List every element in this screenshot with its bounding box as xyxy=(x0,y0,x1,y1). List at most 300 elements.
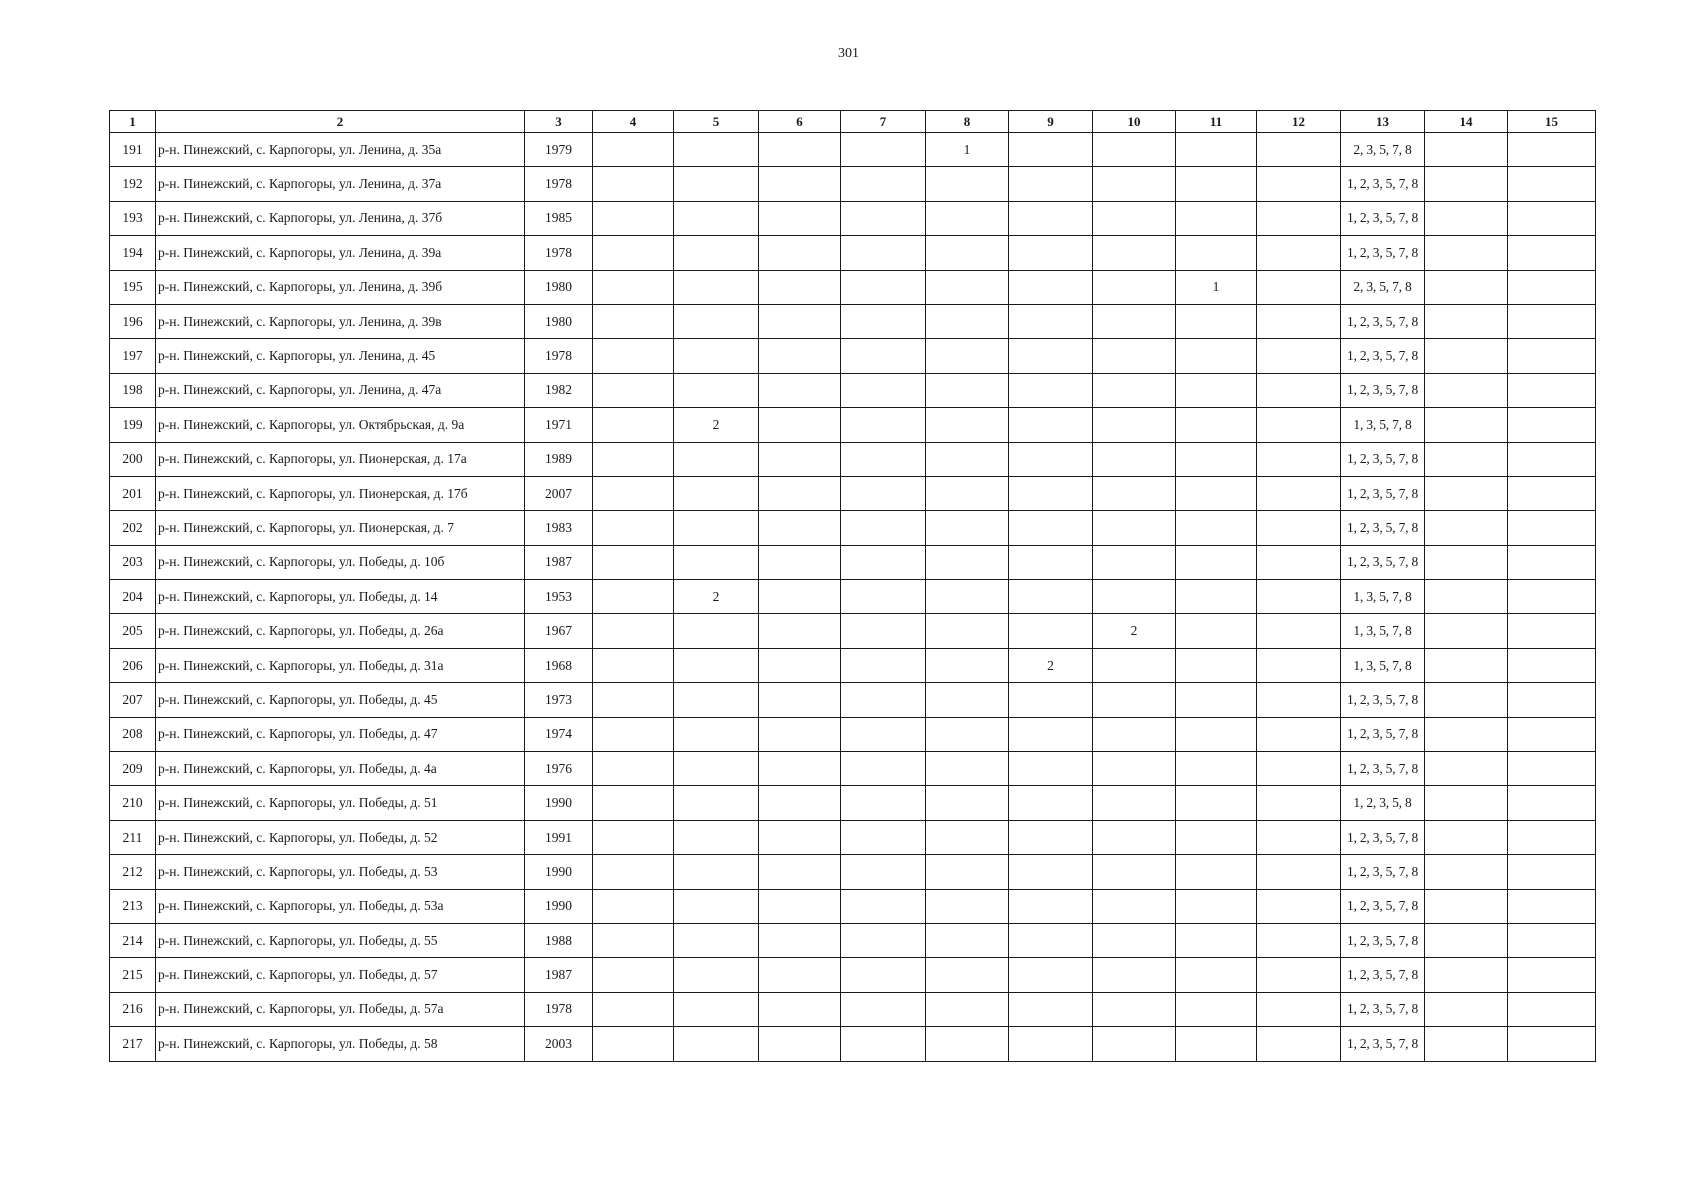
table-cell-col-10 xyxy=(1093,580,1176,614)
table-cell-col-14 xyxy=(1425,408,1508,442)
table-cell-col-13: 1, 2, 3, 5, 7, 8 xyxy=(1341,992,1425,1026)
table-row xyxy=(110,683,1596,717)
table-cell-col-2: р-н. Пинежский, с. Карпогоры, ул. Победы, д. 58 xyxy=(156,1027,525,1061)
column-header-10: 10 xyxy=(1093,111,1176,133)
table-cell-col-8: 1 xyxy=(926,133,1009,167)
table-cell-col-1: 199 xyxy=(110,408,156,442)
table-cell-col-2: р-н. Пинежский, с. Карпогоры, ул. Победы, д. 53а xyxy=(156,889,525,923)
table-cell-col-12 xyxy=(1257,855,1341,889)
table-cell-col-4 xyxy=(593,923,674,957)
table-cell-col-11 xyxy=(1176,752,1257,786)
table-cell-col-2: р-н. Пинежский, с. Карпогоры, ул. Победы, д. 14 xyxy=(156,580,525,614)
table-cell-col-9 xyxy=(1009,373,1093,407)
table-row xyxy=(110,408,1596,442)
table-cell-col-1: 209 xyxy=(110,752,156,786)
table-row xyxy=(110,511,1596,545)
table-cell-col-2: р-н. Пинежский, с. Карпогоры, ул. Победы, д. 47 xyxy=(156,717,525,751)
table-row xyxy=(110,545,1596,579)
column-header-15: 15 xyxy=(1508,111,1596,133)
table-cell-col-5 xyxy=(674,373,759,407)
table-cell-col-1: 202 xyxy=(110,511,156,545)
table-cell-col-11 xyxy=(1176,339,1257,373)
table-cell-col-15 xyxy=(1508,339,1596,373)
table-cell-col-4 xyxy=(593,683,674,717)
table-cell-col-8 xyxy=(926,752,1009,786)
table-cell-col-7 xyxy=(841,855,926,889)
table-cell-col-10 xyxy=(1093,992,1176,1026)
table-cell-col-14 xyxy=(1425,855,1508,889)
table-cell-col-1: 206 xyxy=(110,648,156,682)
table-cell-col-15 xyxy=(1508,820,1596,854)
table-cell-col-3: 1973 xyxy=(525,683,593,717)
table-cell-col-7 xyxy=(841,133,926,167)
table-cell-col-9 xyxy=(1009,442,1093,476)
table-cell-col-8 xyxy=(926,648,1009,682)
table-cell-col-4 xyxy=(593,648,674,682)
table-cell-col-11 xyxy=(1176,511,1257,545)
table-cell-col-1: 200 xyxy=(110,442,156,476)
table-cell-col-4 xyxy=(593,820,674,854)
table-cell-col-5 xyxy=(674,752,759,786)
table-cell-col-14 xyxy=(1425,167,1508,201)
table-cell-col-15 xyxy=(1508,889,1596,923)
table-cell-col-9 xyxy=(1009,270,1093,304)
table-cell-col-8 xyxy=(926,442,1009,476)
table-cell-col-2: р-н. Пинежский, с. Карпогоры, ул. Победы, д. 31а xyxy=(156,648,525,682)
table-cell-col-4 xyxy=(593,752,674,786)
table-cell-col-1: 210 xyxy=(110,786,156,820)
table-cell-col-12 xyxy=(1257,614,1341,648)
table-cell-col-1: 194 xyxy=(110,236,156,270)
table-cell-col-6 xyxy=(759,923,841,957)
table-cell-col-1: 197 xyxy=(110,339,156,373)
table-cell-col-15 xyxy=(1508,683,1596,717)
table-cell-col-8 xyxy=(926,923,1009,957)
table-cell-col-14 xyxy=(1425,820,1508,854)
table-cell-col-2: р-н. Пинежский, с. Карпогоры, ул. Победы, д. 55 xyxy=(156,923,525,957)
table-cell-col-12 xyxy=(1257,889,1341,923)
table-cell-col-11 xyxy=(1176,717,1257,751)
table-cell-col-8 xyxy=(926,373,1009,407)
table-row xyxy=(110,717,1596,751)
table-cell-col-10 xyxy=(1093,1027,1176,1061)
table-cell-col-13: 1, 2, 3, 5, 7, 8 xyxy=(1341,167,1425,201)
table-cell-col-11 xyxy=(1176,889,1257,923)
table-cell-col-12 xyxy=(1257,992,1341,1026)
table-cell-col-11 xyxy=(1176,958,1257,992)
table-cell-col-6 xyxy=(759,339,841,373)
table-cell-col-2: р-н. Пинежский, с. Карпогоры, ул. Октябрьская, д. 9а xyxy=(156,408,525,442)
table-cell-col-5 xyxy=(674,614,759,648)
table-cell-col-15 xyxy=(1508,476,1596,510)
table-cell-col-9 xyxy=(1009,545,1093,579)
table-row xyxy=(110,820,1596,854)
table-cell-col-11: 1 xyxy=(1176,270,1257,304)
table-cell-col-4 xyxy=(593,614,674,648)
table-cell-col-12 xyxy=(1257,786,1341,820)
table-row xyxy=(110,614,1596,648)
table-cell-col-9 xyxy=(1009,889,1093,923)
table-cell-col-6 xyxy=(759,580,841,614)
table-cell-col-14 xyxy=(1425,923,1508,957)
table-cell-col-7 xyxy=(841,373,926,407)
table-cell-col-14 xyxy=(1425,717,1508,751)
table-cell-col-13: 1, 2, 3, 5, 7, 8 xyxy=(1341,1027,1425,1061)
table-cell-col-10 xyxy=(1093,717,1176,751)
table-cell-col-11 xyxy=(1176,408,1257,442)
table-cell-col-10 xyxy=(1093,236,1176,270)
table-cell-col-10 xyxy=(1093,339,1176,373)
table-cell-col-2: р-н. Пинежский, с. Карпогоры, ул. Победы, д. 52 xyxy=(156,820,525,854)
table-cell-col-6 xyxy=(759,442,841,476)
column-header-5: 5 xyxy=(674,111,759,133)
table-cell-col-15 xyxy=(1508,133,1596,167)
table-cell-col-6 xyxy=(759,648,841,682)
table-cell-col-9 xyxy=(1009,1027,1093,1061)
column-header-2: 2 xyxy=(156,111,525,133)
table-cell-col-14 xyxy=(1425,304,1508,338)
header-row xyxy=(110,111,1596,133)
table-cell-col-4 xyxy=(593,167,674,201)
table-cell-col-13: 1, 2, 3, 5, 8 xyxy=(1341,786,1425,820)
table-cell-col-2: р-н. Пинежский, с. Карпогоры, ул. Ленина, д. 45 xyxy=(156,339,525,373)
table-cell-col-14 xyxy=(1425,614,1508,648)
table-cell-col-15 xyxy=(1508,992,1596,1026)
table-cell-col-7 xyxy=(841,923,926,957)
table-cell-col-9 xyxy=(1009,855,1093,889)
table-cell-col-9 xyxy=(1009,786,1093,820)
table-row xyxy=(110,236,1596,270)
table-cell-col-3: 1980 xyxy=(525,270,593,304)
table-cell-col-14 xyxy=(1425,786,1508,820)
table-cell-col-11 xyxy=(1176,201,1257,235)
column-header-9: 9 xyxy=(1009,111,1093,133)
table-cell-col-5 xyxy=(674,201,759,235)
table-cell-col-15 xyxy=(1508,580,1596,614)
table-cell-col-6 xyxy=(759,889,841,923)
table-cell-col-3: 1989 xyxy=(525,442,593,476)
table-cell-col-2: р-н. Пинежский, с. Карпогоры, ул. Победы, д. 26а xyxy=(156,614,525,648)
table-cell-col-3: 1982 xyxy=(525,373,593,407)
table-cell-col-14 xyxy=(1425,752,1508,786)
table-cell-col-6 xyxy=(759,992,841,1026)
table-cell-col-12 xyxy=(1257,304,1341,338)
table-cell-col-13: 1, 2, 3, 5, 7, 8 xyxy=(1341,820,1425,854)
table-cell-col-4 xyxy=(593,992,674,1026)
table-cell-col-3: 1991 xyxy=(525,820,593,854)
table-cell-col-15 xyxy=(1508,167,1596,201)
table-cell-col-1: 215 xyxy=(110,958,156,992)
table-cell-col-2: р-н. Пинежский, с. Карпогоры, ул. Победы, д. 4а xyxy=(156,752,525,786)
table-cell-col-10 xyxy=(1093,167,1176,201)
table-row xyxy=(110,442,1596,476)
table-cell-col-12 xyxy=(1257,580,1341,614)
table-cell-col-4 xyxy=(593,304,674,338)
table-cell-col-15 xyxy=(1508,304,1596,338)
table-cell-col-11 xyxy=(1176,1027,1257,1061)
table-cell-col-10 xyxy=(1093,373,1176,407)
table-cell-col-6 xyxy=(759,373,841,407)
table-cell-col-5 xyxy=(674,236,759,270)
table-cell-col-8 xyxy=(926,683,1009,717)
table-cell-col-5 xyxy=(674,855,759,889)
table-cell-col-6 xyxy=(759,855,841,889)
table-cell-col-13: 1, 3, 5, 7, 8 xyxy=(1341,648,1425,682)
table-cell-col-9 xyxy=(1009,511,1093,545)
column-header-13: 13 xyxy=(1341,111,1425,133)
table-cell-col-13: 1, 3, 5, 7, 8 xyxy=(1341,614,1425,648)
table-cell-col-13: 1, 2, 3, 5, 7, 8 xyxy=(1341,545,1425,579)
table-cell-col-4 xyxy=(593,855,674,889)
table-cell-col-9 xyxy=(1009,958,1093,992)
table-cell-col-8 xyxy=(926,717,1009,751)
table-cell-col-3: 1990 xyxy=(525,855,593,889)
table-cell-col-5 xyxy=(674,958,759,992)
table-cell-col-5 xyxy=(674,442,759,476)
table-cell-col-6 xyxy=(759,820,841,854)
table-cell-col-6 xyxy=(759,683,841,717)
table-cell-col-8 xyxy=(926,236,1009,270)
table-row xyxy=(110,786,1596,820)
table-cell-col-4 xyxy=(593,270,674,304)
table-cell-col-7 xyxy=(841,992,926,1026)
table-cell-col-7 xyxy=(841,820,926,854)
table-cell-col-15 xyxy=(1508,786,1596,820)
table-row xyxy=(110,133,1596,167)
table-cell-col-2: р-н. Пинежский, с. Карпогоры, ул. Победы, д. 57 xyxy=(156,958,525,992)
table-cell-col-7 xyxy=(841,889,926,923)
table-cell-col-3: 1987 xyxy=(525,958,593,992)
table-cell-col-13: 1, 2, 3, 5, 7, 8 xyxy=(1341,958,1425,992)
table-cell-col-5 xyxy=(674,1027,759,1061)
table-cell-col-10 xyxy=(1093,511,1176,545)
table-cell-col-9 xyxy=(1009,304,1093,338)
table-cell-col-12 xyxy=(1257,236,1341,270)
table-row xyxy=(110,476,1596,510)
table-cell-col-6 xyxy=(759,133,841,167)
table-cell-col-12 xyxy=(1257,270,1341,304)
table-cell-col-8 xyxy=(926,580,1009,614)
column-header-4: 4 xyxy=(593,111,674,133)
table-cell-col-4 xyxy=(593,511,674,545)
table-cell-col-3: 1988 xyxy=(525,923,593,957)
table-cell-col-7 xyxy=(841,717,926,751)
table-cell-col-13: 1, 2, 3, 5, 7, 8 xyxy=(1341,855,1425,889)
table-cell-col-14 xyxy=(1425,442,1508,476)
table-cell-col-14 xyxy=(1425,270,1508,304)
table-cell-col-10 xyxy=(1093,133,1176,167)
table-cell-col-2: р-н. Пинежский, с. Карпогоры, ул. Победы, д. 45 xyxy=(156,683,525,717)
table-cell-col-4 xyxy=(593,889,674,923)
table-cell-col-12 xyxy=(1257,923,1341,957)
table-cell-col-14 xyxy=(1425,958,1508,992)
table-cell-col-15 xyxy=(1508,648,1596,682)
table-cell-col-10 xyxy=(1093,545,1176,579)
table-cell-col-15 xyxy=(1508,1027,1596,1061)
table-cell-col-10 xyxy=(1093,958,1176,992)
table-cell-col-13: 1, 2, 3, 5, 7, 8 xyxy=(1341,236,1425,270)
table-cell-col-11 xyxy=(1176,683,1257,717)
register-table xyxy=(109,110,1596,1062)
table-cell-col-15 xyxy=(1508,717,1596,751)
table-cell-col-3: 1971 xyxy=(525,408,593,442)
table-cell-col-7 xyxy=(841,545,926,579)
table-cell-col-7 xyxy=(841,339,926,373)
table-cell-col-6 xyxy=(759,511,841,545)
table-cell-col-3: 1978 xyxy=(525,167,593,201)
table-cell-col-12 xyxy=(1257,1027,1341,1061)
table-cell-col-1: 193 xyxy=(110,201,156,235)
table-cell-col-3: 1990 xyxy=(525,889,593,923)
column-header-12: 12 xyxy=(1257,111,1341,133)
table-cell-col-3: 1979 xyxy=(525,133,593,167)
column-header-7: 7 xyxy=(841,111,926,133)
table-cell-col-11 xyxy=(1176,304,1257,338)
table-row xyxy=(110,752,1596,786)
table-cell-col-2: р-н. Пинежский, с. Карпогоры, ул. Пионерская, д. 17а xyxy=(156,442,525,476)
table-cell-col-3: 1983 xyxy=(525,511,593,545)
table-cell-col-10 xyxy=(1093,889,1176,923)
table-cell-col-5 xyxy=(674,476,759,510)
table-cell-col-7 xyxy=(841,683,926,717)
table-row xyxy=(110,648,1596,682)
table-cell-col-8 xyxy=(926,270,1009,304)
table-cell-col-13: 1, 2, 3, 5, 7, 8 xyxy=(1341,752,1425,786)
table-cell-col-4 xyxy=(593,1027,674,1061)
column-header-11: 11 xyxy=(1176,111,1257,133)
table-cell-col-9 xyxy=(1009,923,1093,957)
table-cell-col-10 xyxy=(1093,408,1176,442)
table-cell-col-14 xyxy=(1425,476,1508,510)
table-cell-col-10 xyxy=(1093,855,1176,889)
table-row xyxy=(110,580,1596,614)
table-cell-col-2: р-н. Пинежский, с. Карпогоры, ул. Ленина, д. 37б xyxy=(156,201,525,235)
table-cell-col-11 xyxy=(1176,648,1257,682)
table-cell-col-9 xyxy=(1009,408,1093,442)
table-cell-col-4 xyxy=(593,133,674,167)
table-cell-col-8 xyxy=(926,958,1009,992)
table-row xyxy=(110,958,1596,992)
table-cell-col-6 xyxy=(759,958,841,992)
table-cell-col-13: 1, 2, 3, 5, 7, 8 xyxy=(1341,923,1425,957)
table-cell-col-15 xyxy=(1508,201,1596,235)
table-cell-col-5 xyxy=(674,648,759,682)
table-cell-col-5 xyxy=(674,304,759,338)
table-row xyxy=(110,270,1596,304)
table-cell-col-7 xyxy=(841,476,926,510)
table-cell-col-15 xyxy=(1508,752,1596,786)
table-cell-col-2: р-н. Пинежский, с. Карпогоры, ул. Ленина, д. 39в xyxy=(156,304,525,338)
table-cell-col-5 xyxy=(674,992,759,1026)
table-cell-col-14 xyxy=(1425,545,1508,579)
table-cell-col-15 xyxy=(1508,511,1596,545)
column-header-6: 6 xyxy=(759,111,841,133)
table-cell-col-3: 1968 xyxy=(525,648,593,682)
table-cell-col-6 xyxy=(759,545,841,579)
table-cell-col-11 xyxy=(1176,236,1257,270)
table-header xyxy=(110,111,1596,133)
table-cell-col-2: р-н. Пинежский, с. Карпогоры, ул. Пионерская, д. 7 xyxy=(156,511,525,545)
table-cell-col-2: р-н. Пинежский, с. Карпогоры, ул. Ленина, д. 37а xyxy=(156,167,525,201)
table-cell-col-1: 201 xyxy=(110,476,156,510)
table-cell-col-4 xyxy=(593,476,674,510)
table-cell-col-11 xyxy=(1176,992,1257,1026)
table-cell-col-13: 1, 2, 3, 5, 7, 8 xyxy=(1341,442,1425,476)
table-cell-col-2: р-н. Пинежский, с. Карпогоры, ул. Ленина, д. 39б xyxy=(156,270,525,304)
table-cell-col-4 xyxy=(593,717,674,751)
table-cell-col-2: р-н. Пинежский, с. Карпогоры, ул. Победы, д. 53 xyxy=(156,855,525,889)
table-cell-col-12 xyxy=(1257,442,1341,476)
table-cell-col-11 xyxy=(1176,167,1257,201)
table-cell-col-9 xyxy=(1009,717,1093,751)
table-cell-col-2: р-н. Пинежский, с. Карпогоры, ул. Победы, д. 51 xyxy=(156,786,525,820)
table-cell-col-6 xyxy=(759,717,841,751)
table-cell-col-13: 2, 3, 5, 7, 8 xyxy=(1341,270,1425,304)
table-cell-col-4 xyxy=(593,545,674,579)
table-cell-col-13: 1, 2, 3, 5, 7, 8 xyxy=(1341,476,1425,510)
table-cell-col-11 xyxy=(1176,614,1257,648)
table-cell-col-15 xyxy=(1508,270,1596,304)
table-cell-col-4 xyxy=(593,339,674,373)
table-cell-col-14 xyxy=(1425,648,1508,682)
column-header-3: 3 xyxy=(525,111,593,133)
table-cell-col-6 xyxy=(759,270,841,304)
table-cell-col-9 xyxy=(1009,167,1093,201)
table-cell-col-10 xyxy=(1093,752,1176,786)
table-row xyxy=(110,992,1596,1026)
table-cell-col-1: 217 xyxy=(110,1027,156,1061)
table-cell-col-8 xyxy=(926,476,1009,510)
table-cell-col-4 xyxy=(593,373,674,407)
table-cell-col-8 xyxy=(926,339,1009,373)
table-cell-col-10 xyxy=(1093,786,1176,820)
table-cell-col-3: 1967 xyxy=(525,614,593,648)
table-cell-col-8 xyxy=(926,992,1009,1026)
table-cell-col-6 xyxy=(759,476,841,510)
table-cell-col-4 xyxy=(593,408,674,442)
table-cell-col-3: 1987 xyxy=(525,545,593,579)
table-cell-col-15 xyxy=(1508,614,1596,648)
table-cell-col-15 xyxy=(1508,442,1596,476)
table-cell-col-11 xyxy=(1176,442,1257,476)
table-cell-col-8 xyxy=(926,304,1009,338)
table-cell-col-5 xyxy=(674,511,759,545)
table-cell-col-1: 213 xyxy=(110,889,156,923)
table-cell-col-1: 192 xyxy=(110,167,156,201)
table-cell-col-8 xyxy=(926,820,1009,854)
table-cell-col-13: 1, 2, 3, 5, 7, 8 xyxy=(1341,339,1425,373)
table-cell-col-4 xyxy=(593,786,674,820)
table-cell-col-1: 198 xyxy=(110,373,156,407)
table-cell-col-13: 1, 2, 3, 5, 7, 8 xyxy=(1341,304,1425,338)
table-cell-col-9 xyxy=(1009,580,1093,614)
table-cell-col-11 xyxy=(1176,476,1257,510)
table-cell-col-7 xyxy=(841,786,926,820)
table-cell-col-3: 1978 xyxy=(525,236,593,270)
table-cell-col-9 xyxy=(1009,201,1093,235)
table-cell-col-11 xyxy=(1176,820,1257,854)
table-cell-col-1: 212 xyxy=(110,855,156,889)
table-cell-col-5 xyxy=(674,820,759,854)
table-cell-col-2: р-н. Пинежский, с. Карпогоры, ул. Пионерская, д. 17б xyxy=(156,476,525,510)
table-cell-col-11 xyxy=(1176,373,1257,407)
table-cell-col-3: 1980 xyxy=(525,304,593,338)
table-cell-col-7 xyxy=(841,752,926,786)
table-cell-col-5 xyxy=(674,786,759,820)
table-cell-col-12 xyxy=(1257,373,1341,407)
table-cell-col-13: 1, 2, 3, 5, 7, 8 xyxy=(1341,373,1425,407)
table-cell-col-13: 1, 2, 3, 5, 7, 8 xyxy=(1341,511,1425,545)
